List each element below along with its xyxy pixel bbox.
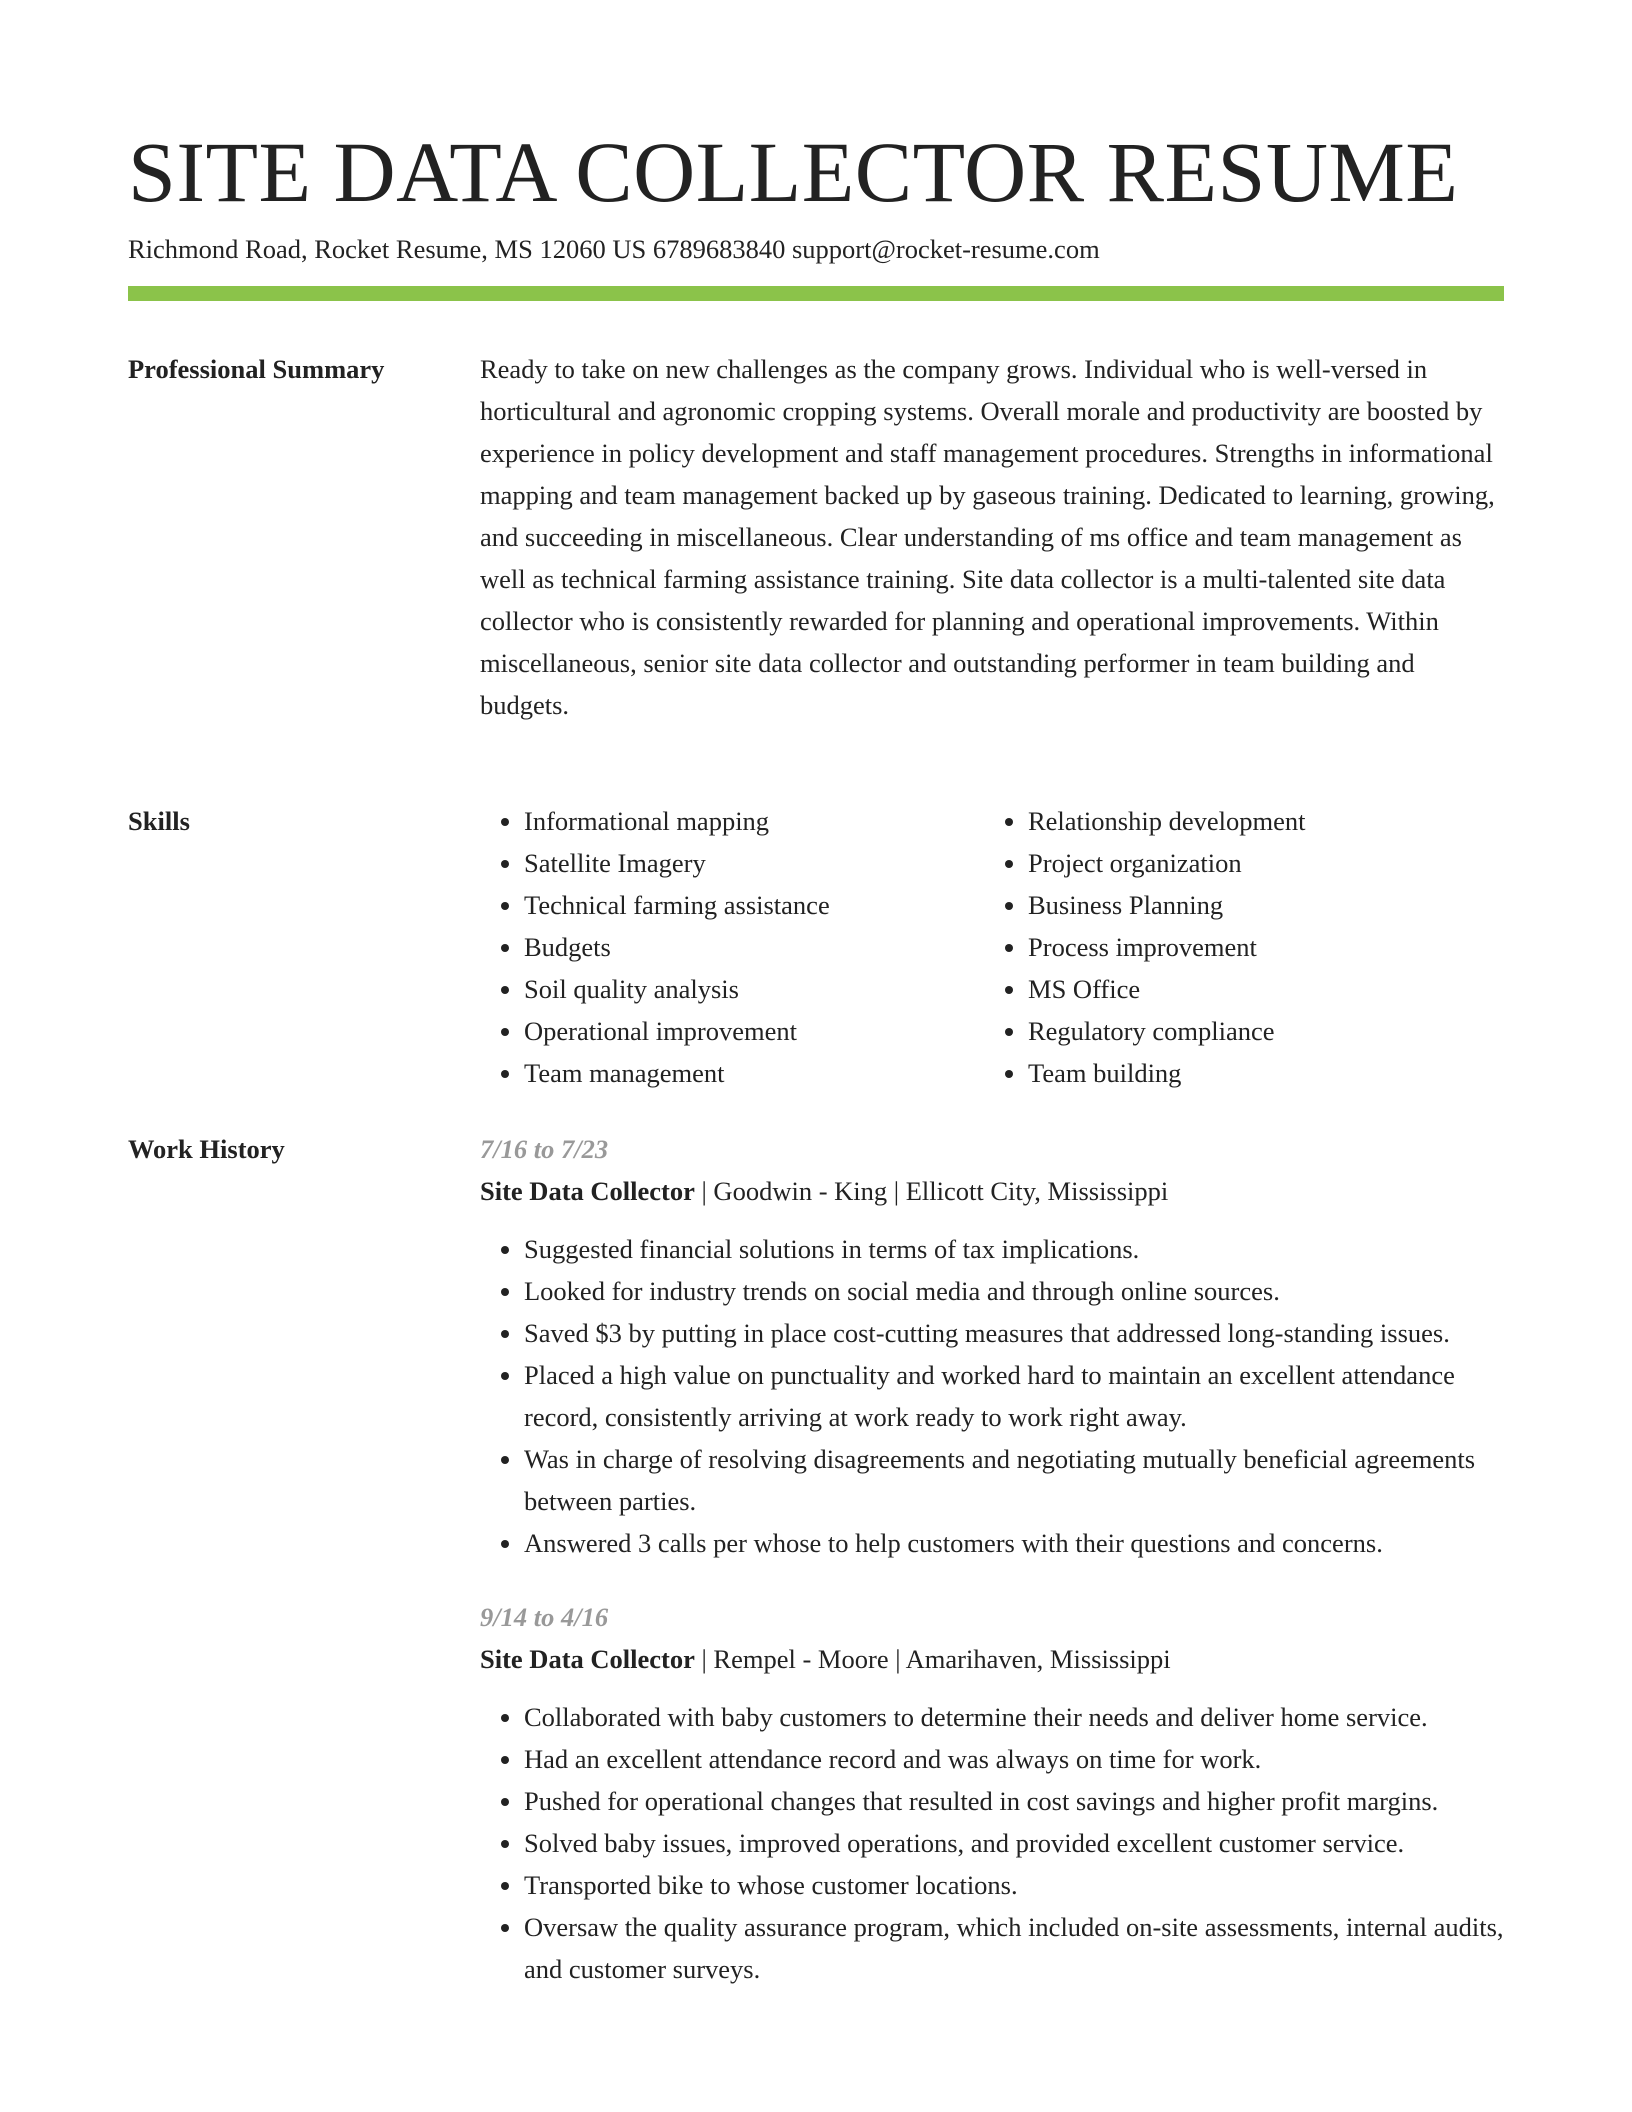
job-heading: [480, 1638, 1504, 1680]
job-bullet: • Pushed for operational changes that resulted in cost savings and higher profit margins.: [524, 1780, 1504, 1822]
job-bullet: • Looked for industry trends on social media and through online sources.: [524, 1270, 1504, 1312]
skill-item: • Regulatory compliance: [1028, 1010, 1488, 1052]
job-bullet: • Saved $3 by putting in place cost-cutting measures that addressed long-standing issues.: [524, 1312, 1504, 1354]
job-bullet: • Placed a high value on punctuality and worked hard to maintain an excellent attendance record, consistently arriving at work ready to work right away.: [524, 1354, 1504, 1438]
job-dates: 9/14 to 4/16: [480, 1602, 609, 1632]
skill-item: • MS Office: [1028, 968, 1488, 1010]
skills-list-left: [480, 800, 984, 1094]
job-bullet: • Transported bike to whose customer locations.: [524, 1864, 1504, 1906]
job-title: Site Data Collector: [480, 1176, 695, 1206]
job-bullet: • Answered 3 calls per whose to help customers with their questions and concerns.: [524, 1522, 1504, 1564]
skill-item: • Satellite Imagery: [524, 842, 984, 884]
job-entry: [480, 1596, 1504, 1990]
skill-item: • Operational improvement: [524, 1010, 984, 1052]
job-bullet: • Was in charge of resolving disagreements and negotiating mutually beneficial agreements between parties.: [524, 1438, 1504, 1522]
job-bullet: • Solved baby issues, improved operations, and provided excellent customer service.: [524, 1822, 1504, 1864]
skill-item: • Team management: [524, 1052, 984, 1094]
job-bullet: • Had an excellent attendance record and was always on time for work.: [524, 1738, 1504, 1780]
job-bullets: [480, 1696, 1504, 1990]
job-details: | Goodwin - King | Ellicott City, Mississippi: [694, 1176, 1169, 1206]
job-bullet: • Collaborated with baby customers to determine their needs and deliver home service.: [524, 1696, 1504, 1738]
skill-item: • Soil quality analysis: [524, 968, 984, 1010]
job-details: | Rempel - Moore | Amarihaven, Mississippi: [694, 1644, 1171, 1674]
work-history-label: Work History: [128, 1134, 285, 1164]
job-entry: [480, 1128, 1504, 1564]
skill-item: • Team building: [1028, 1052, 1488, 1094]
skills-list-right: [984, 800, 1488, 1094]
job-bullets: [480, 1228, 1504, 1564]
accent-divider: [128, 286, 1504, 301]
job-dates: 7/16 to 7/23: [480, 1134, 609, 1164]
summary-body: [480, 348, 1504, 726]
job-bullet: • Suggested financial solutions in terms of tax implications.: [524, 1228, 1504, 1270]
skill-item: • Project organization: [1028, 842, 1488, 884]
job-heading: [480, 1170, 1504, 1212]
skill-item: • Budgets: [524, 926, 984, 968]
work-history-body: [480, 1128, 1504, 1990]
resume-title: SITE DATA COLLECTOR RESUME: [128, 124, 1459, 220]
summary-text: Ready to take on new challenges as the company grows. Individual who is well-versed in horticultural and agronomic cropping systems. Overall morale and productivity are boosted by experience in policy development and staff management procedures. Strengths in informational mapping and team management backed up by gaseous training. Dedicated to learning, growing, and succeeding in miscellaneous. Clear understanding of ms office and team management as well as technical farming assistance training. Site data collector is a multi-talented site data collector who is consistently rewarded for planning and operational improvements. Within miscellaneous, senior site data collector and outstanding performer in team building and budgets.: [480, 354, 1495, 720]
job-title: Site Data Collector: [480, 1644, 695, 1674]
skill-item: • Informational mapping: [524, 800, 984, 842]
skill-item: • Relationship development: [1028, 800, 1488, 842]
job-bullet: • Oversaw the quality assurance program, which included on-site assessments, internal audits, and customer surveys.: [524, 1906, 1504, 1990]
skill-item: • Business Planning: [1028, 884, 1488, 926]
skills-body: [480, 800, 1504, 1094]
skill-item: • Technical farming assistance: [524, 884, 984, 926]
summary-label: Professional Summary: [128, 354, 385, 384]
skill-item: • Process improvement: [1028, 926, 1488, 968]
contact-info: Richmond Road, Rocket Resume, MS 12060 US 6789683840 support@rocket-resume.com: [128, 234, 1100, 264]
skills-label: Skills: [128, 806, 190, 836]
